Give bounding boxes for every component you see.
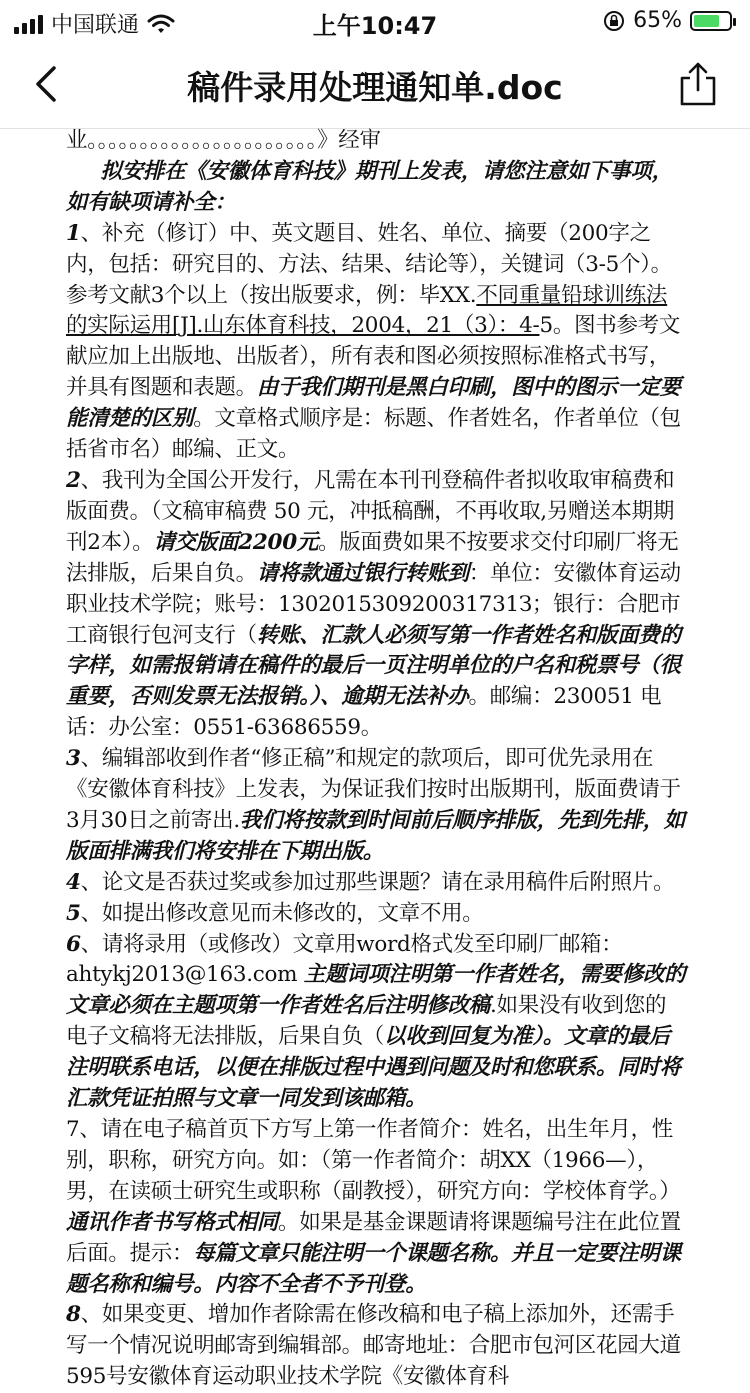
list-item-2: 2、我刊为全国公开发行，凡需在本刊刊登稿件者拟收取审稿费和版面费。（文稿审稿费 50 元，冲抵稿酬，不再收取,另赠送本期期刊2本）。请交版面2200元。版面费如果不按要求交付印刷厂将无法排版，后果自负。请将款通过银行转账到：单位：安徽体育运动职业技术学院；账号：130201530920031731З；银行：合肥市工商银行包河支行（转账、汇款人必须写第一作者姓名和版面费的字样，如需报销请在稿件的最后一页注明单位的户名和税票号（很重要，否则发票无法报销。）、逾期无法补办。邮编：230051 电话：办公室：0551-63686559。 — [66, 467, 681, 741]
list-item-8: 8、如果变更、增加作者除需在修改稿和电子稿上添加外，还需手写一个情况说明邮寄到编辑部。邮寄地址：合肥市包河区花园大道595号安徽体育运动职业技术学院《安徽体育科 — [66, 1302, 681, 1390]
list-item-6: 6、请将录用（或修改）文章用word格式发至印刷厂邮箱：ahtykj2013@163.com 主题词项注明第一作者姓名，需要修改的文章必须在主题项第一作者姓名后注明修改稿.如果没有收到您的电子文稿将无法排版，后果自负（以收到回复为准）。文章的最后注明联系电话，以便在排版过程中遇到问题及时和您联系。同时将汇款凭证拍照与文章一同发到该邮箱。 — [66, 931, 686, 1112]
list-item-5: 5、如提出修改意见而未修改的，文章不用。 — [66, 900, 484, 926]
orientation-lock-icon — [603, 10, 625, 32]
document-intro: 拟安排在《安徽体育科技》期刊上发表，请您注意如下事项，如有缺项请补全： — [66, 158, 673, 215]
document-top-line: 业。。。。。。。。。。。。。。。。。。。。。。》经审 — [66, 128, 381, 153]
document-viewer[interactable] — [0, 128, 750, 1390]
status-bar — [0, 0, 750, 40]
carrier-label: 中国联通 — [51, 13, 140, 38]
battery-percent: 65% — [633, 8, 682, 33]
navigation-bar — [0, 40, 750, 129]
document-title: 稿件录用处理通知单.doc — [187, 68, 563, 107]
document-page — [66, 126, 686, 1393]
list-item-7: 7、请在电子稿首页下方写上第一作者简介：姓名，出生年月，性别，职称，研究方向。如：（第一作者简介：胡XX（1966—），男，在读硕士研究生或职称（副教授），研究方向：学校体育学。）通讯作者书写格式相同。如果是基金课题请将课题编号注在此位置后面。提示：每篇文章只能注明一个课题名称。并且一定要注明课题名称和编号。内容不全者不予刊登。 — [66, 1117, 681, 1297]
share-icon[interactable] — [676, 60, 720, 108]
chevron-left-icon[interactable] — [30, 62, 70, 106]
list-item-3: 3、编辑部收到作者“修正稿”和规定的款项后，即可优先录用在《安徽体育科技》上发表，为保证我们按时出版期刊，版面费请于 3月30日之前寄出.我们将按款到时间前后顺序排版，先到先排，如版面排满我们将安排在下期出版。 — [66, 746, 686, 864]
list-item-1: 1、补充（修订）中、英文题目、姓名、单位、摘要（200字之内，包括：研究目的、方法、结果、结论等），关键词（3-5个）。参考文献3个以上（按出版要求，例：毕XX.不同重量铅球训练法的实际运用[J].山东体育科技，2004，21（3）：4-5。图书参考文献应加上出版地、出版者），所有表和图必须按照标准格式书写，并具有图题和表题。由于我们期刊是黑白印刷，图中的图示一定要能清楚的区别。文章格式顺序是：标题、作者姓名，作者单位（包括省市名）邮编、正文。 — [66, 220, 681, 463]
battery-charging-icon — [690, 11, 732, 31]
list-item-4: 4、论文是否获过奖或参加过那些课题？请在录用稿件后附照片。 — [66, 869, 675, 895]
status-time: 上午10:47 — [312, 12, 438, 40]
status-right — [603, 8, 732, 33]
